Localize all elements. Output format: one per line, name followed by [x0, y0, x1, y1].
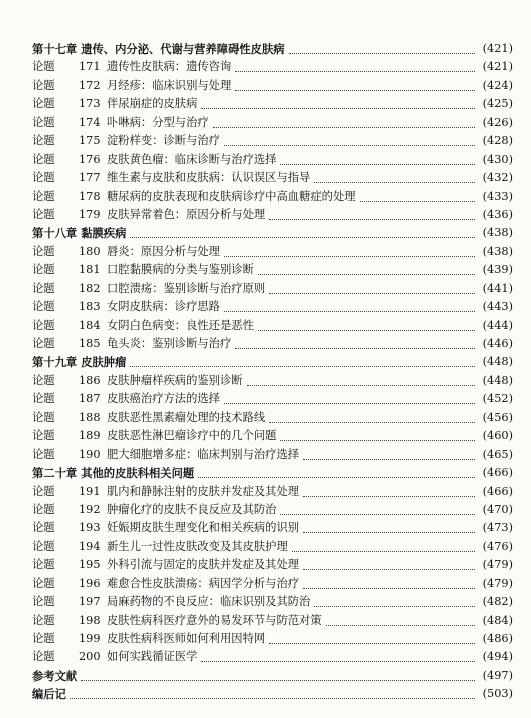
- page-number: (479): [482, 576, 513, 590]
- toc-topic-entry[interactable]: [32, 243, 513, 261]
- toc-topic-entry[interactable]: [32, 648, 513, 666]
- topic-title: 皮肤恶性淋巴瘤诊疗中的几个问题: [107, 429, 277, 443]
- topic-prefix: 论题: [32, 613, 55, 627]
- topic-title: 皮肤性病科医疗意外的易发环节与防范对策: [107, 613, 322, 627]
- leader-dots: [303, 450, 475, 460]
- leader-dots: [130, 357, 475, 367]
- toc-topic-entry[interactable]: [32, 446, 513, 464]
- toc-topic-entry[interactable]: [32, 575, 513, 593]
- topic-number: 194: [79, 539, 101, 553]
- toc-topic-entry[interactable]: [32, 114, 513, 132]
- topic-title: 皮肤异常着色：原因分析与处理: [107, 207, 266, 221]
- topic-number: 171: [79, 60, 101, 74]
- topic-number: 177: [79, 171, 101, 185]
- topic-prefix: 论题: [32, 576, 55, 590]
- leader-dots: [269, 284, 475, 294]
- topic-title: 糖尿病的皮肤表现和皮肤病诊疗中高血糖症的处理: [107, 189, 356, 203]
- toc-topic-entry[interactable]: [32, 206, 513, 224]
- topic-title: 龟头炎：鉴别诊断与治疗: [107, 337, 232, 350]
- topic-number: 173: [79, 97, 101, 111]
- topic-number: 183: [79, 300, 101, 314]
- leader-dots: [224, 302, 475, 312]
- topic-title: 卟啉病：分型与治疗: [107, 115, 209, 129]
- toc-topic-entry[interactable]: [32, 77, 513, 95]
- page-number: (466): [482, 466, 513, 480]
- topic-title: 淀粉样变：诊断与治疗: [107, 134, 220, 148]
- topic-prefix: 论题: [32, 373, 55, 387]
- toc-topic-entry[interactable]: [32, 519, 513, 537]
- toc-topic-entry[interactable]: [32, 280, 513, 298]
- leader-dots: [280, 155, 475, 165]
- leader-dots: [303, 560, 475, 570]
- topic-number: 185: [79, 337, 101, 350]
- topic-prefix: 论题: [32, 632, 55, 645]
- topic-number: 193: [79, 521, 101, 535]
- toc-topic-entry[interactable]: [32, 427, 513, 445]
- topic-number: 191: [79, 484, 101, 498]
- toc-topic-entry[interactable]: [32, 630, 513, 648]
- topic-title: 皮肤癌治疗方法的选择: [107, 392, 220, 406]
- page-number: (486): [482, 632, 513, 645]
- topic-number: 175: [79, 134, 101, 148]
- chapter-label: 第十九章: [32, 355, 78, 370]
- page-number: (426): [482, 115, 513, 129]
- topic-prefix: 论题: [32, 207, 55, 221]
- table-of-contents: [32, 40, 513, 704]
- page-number: (482): [482, 595, 513, 609]
- topic-title: 维生素与皮肤和皮肤病：认识误区与指导: [107, 171, 311, 185]
- topic-number: 195: [79, 558, 101, 572]
- topic-title: 皮肤性病科医师如何利用因特网: [107, 632, 266, 645]
- chapter-label: 第二十章: [32, 466, 78, 481]
- topic-title: 局麻药物的不良反应：临床识别及其防治: [107, 595, 311, 609]
- topic-title: 外科引流与固定的皮肤并发症及其处理: [107, 558, 300, 572]
- page-number: (497): [482, 668, 513, 682]
- topic-number: 182: [79, 281, 101, 295]
- topic-prefix: 论题: [32, 558, 55, 572]
- page-number: (428): [482, 134, 513, 148]
- toc-topic-entry[interactable]: [32, 188, 513, 206]
- page-number: (444): [482, 318, 513, 332]
- toc-topic-entry[interactable]: [32, 132, 513, 150]
- page-number: (446): [482, 337, 513, 350]
- leader-dots: [235, 81, 475, 91]
- topic-prefix: 论题: [32, 337, 55, 350]
- leader-dots: [269, 413, 475, 423]
- topic-number: 176: [79, 152, 101, 166]
- leader-dots: [303, 487, 475, 497]
- page-number: (424): [482, 78, 513, 92]
- page-number: (430): [482, 152, 513, 166]
- leader-dots: [198, 468, 475, 478]
- topic-prefix: 论题: [32, 60, 55, 74]
- page-number: (441): [482, 281, 513, 295]
- leader-dots: [303, 523, 475, 533]
- topic-prefix: 论题: [32, 539, 55, 553]
- page-number: (479): [482, 558, 513, 572]
- page-number: (448): [482, 373, 513, 387]
- toc-chapter-entry[interactable]: [32, 464, 513, 482]
- chapter-title: 皮肤肿瘤: [81, 355, 127, 370]
- leader-dots: [269, 210, 475, 220]
- topic-title: 皮肤黄色瘤：临床诊断与治疗选择: [107, 152, 277, 166]
- leader-dots: [201, 99, 475, 109]
- topic-title: 口腔溃疡：鉴别诊断与治疗原则: [107, 281, 266, 295]
- page-number: (465): [482, 447, 513, 461]
- chapter-title: 黏膜疾病: [81, 226, 127, 241]
- page-number: (425): [482, 97, 513, 111]
- page-number: (432): [482, 171, 513, 185]
- toc-topic-entry[interactable]: [32, 58, 513, 76]
- toc-topic-entry[interactable]: [32, 538, 513, 556]
- toc-topic-entry[interactable]: [32, 151, 513, 169]
- leader-dots: [224, 394, 475, 404]
- topic-prefix: 论题: [32, 484, 55, 498]
- leader-dots: [258, 265, 475, 275]
- topic-prefix: 论题: [32, 521, 55, 535]
- toc-topic-entry[interactable]: [32, 390, 513, 408]
- topic-number: 172: [79, 78, 101, 92]
- topic-prefix: 论题: [32, 650, 55, 664]
- leader-dots: [303, 579, 475, 589]
- topic-title: 女阴皮肤病：诊疗思路: [107, 300, 220, 314]
- page-number: (466): [482, 484, 513, 498]
- leader-dots: [201, 652, 475, 662]
- leader-dots: [289, 44, 475, 54]
- toc-topic-entry[interactable]: [32, 169, 513, 187]
- page-number: (473): [482, 521, 513, 535]
- topic-prefix: 论题: [32, 78, 55, 92]
- leader-dots: [130, 228, 475, 238]
- leader-dots: [326, 616, 475, 626]
- topic-prefix: 论题: [32, 115, 55, 129]
- topic-title: 口腔黏膜病的分类与鉴别诊断: [107, 263, 254, 277]
- page-number: (456): [482, 410, 513, 424]
- leader-dots: [314, 173, 475, 183]
- toc-backmatter-entry[interactable]: [32, 685, 513, 703]
- leader-dots: [280, 431, 475, 441]
- page-number: (443): [482, 300, 513, 314]
- topic-title: 肥大细胞增多症：临床判别与治疗选择: [107, 447, 300, 461]
- page-number: (421): [482, 60, 513, 74]
- page-number: (503): [482, 687, 513, 701]
- page-number: (460): [482, 429, 513, 443]
- page-number: (438): [482, 244, 513, 258]
- topic-prefix: 论题: [32, 134, 55, 148]
- topic-prefix: 论题: [32, 447, 55, 461]
- topic-title: 唇炎：原因分析与处理: [107, 244, 220, 258]
- topic-number: 199: [79, 632, 101, 645]
- topic-title: 皮肤肿瘤样疾病的鉴别诊断: [107, 373, 243, 387]
- toc-topic-entry[interactable]: [32, 612, 513, 630]
- topic-number: 196: [79, 576, 101, 590]
- toc-topic-entry[interactable]: [32, 298, 513, 316]
- topic-title: 遗传性皮肤病：遗传咨询: [107, 60, 232, 74]
- topic-title: 新生儿一过性皮肤改变及其皮肤护理: [107, 539, 288, 553]
- topic-number: 190: [79, 447, 101, 461]
- toc-topic-entry[interactable]: [32, 593, 513, 611]
- toc-chapter-entry[interactable]: [32, 353, 513, 371]
- toc-topic-entry[interactable]: [32, 409, 513, 427]
- toc-topic-entry[interactable]: [32, 335, 513, 353]
- topic-prefix: 论题: [32, 152, 55, 166]
- toc-topic-entry[interactable]: [32, 483, 513, 501]
- page-number: (448): [482, 355, 513, 369]
- chapter-title: 遗传、内分泌、代谢与营养障碍性皮肤病: [81, 42, 285, 56]
- toc-topic-entry[interactable]: [32, 95, 513, 113]
- leader-dots: [235, 339, 475, 349]
- topic-number: 174: [79, 115, 101, 129]
- chapter-label: 第十八章: [32, 226, 78, 241]
- topic-title: 难愈合性皮肤溃疡：病因学分析与治疗: [107, 576, 300, 590]
- topic-prefix: 论题: [32, 171, 55, 185]
- topic-title: 妊娠期皮肤生理变化和相关疾病的识别: [107, 521, 300, 535]
- topic-prefix: 论题: [32, 595, 55, 609]
- leader-dots: [269, 634, 475, 644]
- page-number: (436): [482, 207, 513, 221]
- leader-dots: [224, 247, 475, 257]
- leader-dots: [280, 505, 475, 515]
- chapter-title: 其他的皮肤科相关问题: [81, 466, 195, 481]
- leader-dots: [247, 376, 475, 386]
- topic-title: 肌内和静脉注射的皮肤并发症及其处理: [107, 484, 300, 498]
- backmatter-title: 编后记: [32, 687, 66, 702]
- page-number: (484): [482, 613, 513, 627]
- leader-dots: [360, 192, 475, 202]
- topic-number: 188: [79, 410, 101, 424]
- leader-dots: [224, 136, 475, 146]
- toc-topic-entry[interactable]: [32, 556, 513, 574]
- topic-prefix: 论题: [32, 502, 55, 516]
- backmatter-title: 参考文献: [32, 668, 78, 683]
- topic-number: 180: [79, 244, 101, 258]
- topic-number: 178: [79, 189, 101, 203]
- page-number: (421): [482, 42, 513, 55]
- topic-number: 198: [79, 613, 101, 627]
- topic-prefix: 论题: [32, 244, 55, 258]
- topic-title: 月经疹：临床识别与处理: [107, 78, 232, 92]
- topic-number: 186: [79, 373, 101, 387]
- topic-title: 如何实践循证医学: [107, 650, 198, 664]
- topic-number: 189: [79, 429, 101, 443]
- page-number: (494): [482, 650, 513, 664]
- leader-dots: [81, 671, 475, 681]
- topic-title: 皮肤恶性黑素瘤处理的技术路线: [107, 410, 266, 424]
- topic-number: 187: [79, 392, 101, 406]
- chapter-label: 第十七章: [32, 42, 78, 56]
- leader-dots: [258, 321, 475, 331]
- topic-title: 肿瘤化疗的皮肤不良反应及其防治: [107, 502, 277, 516]
- toc-topic-entry[interactable]: [32, 317, 513, 335]
- page-number: (439): [482, 263, 513, 277]
- topic-prefix: 论题: [32, 189, 55, 203]
- topic-number: 192: [79, 502, 101, 516]
- page-number: (452): [482, 392, 513, 406]
- page-number: (470): [482, 502, 513, 516]
- topic-prefix: 论题: [32, 300, 55, 314]
- topic-prefix: 论题: [32, 429, 55, 443]
- leader-dots: [70, 689, 475, 699]
- page-number: (438): [482, 226, 513, 240]
- topic-number: 197: [79, 595, 101, 609]
- leader-dots: [213, 118, 475, 128]
- toc-topic-entry[interactable]: [32, 261, 513, 279]
- toc-backmatter-entry[interactable]: [32, 667, 513, 685]
- leader-dots: [314, 597, 475, 607]
- topic-title: 伴尿崩症的皮肤病: [107, 97, 198, 111]
- topic-number: 200: [79, 650, 101, 664]
- topic-title: 女阴白色病变：良性还是恶性: [107, 318, 254, 332]
- page-number: (476): [482, 539, 513, 553]
- topic-prefix: 论题: [32, 97, 55, 111]
- topic-number: 179: [79, 207, 101, 221]
- toc-topic-entry[interactable]: [32, 372, 513, 390]
- toc-topic-entry[interactable]: [32, 501, 513, 519]
- topic-number: 181: [79, 263, 101, 277]
- page-number: (433): [482, 189, 513, 203]
- toc-chapter-entry[interactable]: [32, 224, 513, 242]
- toc-chapter-entry[interactable]: [32, 40, 513, 58]
- topic-prefix: 论题: [32, 318, 55, 332]
- topic-prefix: 论题: [32, 410, 55, 424]
- leader-dots: [235, 62, 475, 72]
- topic-prefix: 论题: [32, 263, 55, 277]
- leader-dots: [292, 542, 475, 552]
- topic-prefix: 论题: [32, 281, 55, 295]
- topic-prefix: 论题: [32, 392, 55, 406]
- topic-number: 184: [79, 318, 101, 332]
